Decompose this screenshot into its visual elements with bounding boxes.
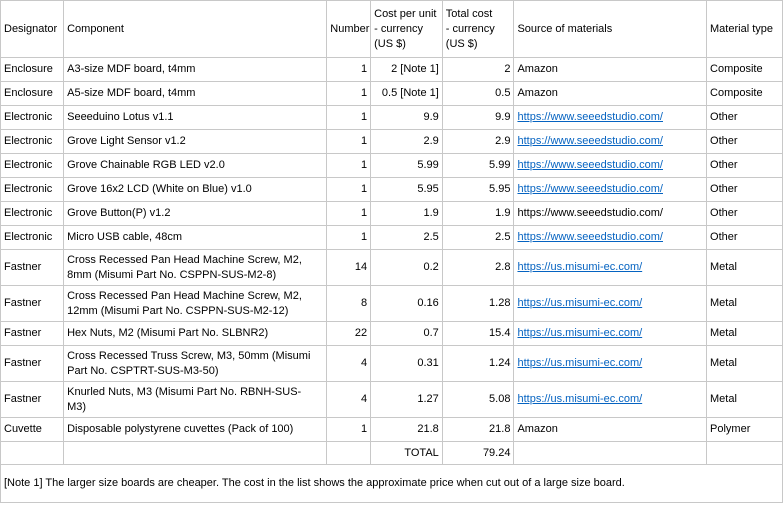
header-total-cost-line: (US $) [445, 37, 478, 50]
table-row [1, 178, 783, 202]
header-total-cost-line: Total cost [445, 7, 493, 20]
designator-cell[interactable]: Fastner [1, 346, 64, 382]
material-cell[interactable]: Metal [707, 286, 783, 322]
component-line: Cross Recessed Pan Head Machine Screw, M2, [67, 289, 302, 302]
designator-cell[interactable]: Enclosure [1, 58, 64, 82]
table-body [1, 58, 783, 442]
unit-cost-cell[interactable]: 2.5 [371, 226, 443, 250]
unit-cost-cell[interactable]: 21.8 [371, 418, 443, 442]
table-row [1, 322, 783, 346]
material-cell[interactable]: Metal [707, 250, 783, 286]
material-cell[interactable]: Other [707, 202, 783, 226]
unit-cost-cell[interactable]: 5.99 [371, 154, 443, 178]
source-cell[interactable] [514, 250, 707, 286]
material-cell[interactable]: Polymer [707, 418, 783, 442]
number-cell[interactable]: 8 [327, 286, 371, 322]
material-cell[interactable]: Composite [707, 58, 783, 82]
material-cell[interactable]: Other [707, 178, 783, 202]
table-row [1, 106, 783, 130]
source-cell[interactable] [514, 382, 707, 418]
table-row [1, 154, 783, 178]
designator-cell[interactable]: Electronic [1, 154, 64, 178]
component-cell[interactable]: Grove 16x2 LCD (White on Blue) v1.0 [64, 178, 327, 202]
number-cell[interactable]: 1 [327, 106, 371, 130]
component-cell[interactable] [64, 286, 327, 322]
material-cell[interactable]: Other [707, 226, 783, 250]
empty-cell[interactable] [514, 442, 707, 465]
unit-cost-cell[interactable]: 5.95 [371, 178, 443, 202]
component-line: 12mm (Misumi Part No. CSPPN-SUS-M2-12) [67, 304, 289, 317]
number-cell[interactable]: 1 [327, 82, 371, 106]
designator-cell[interactable]: Fastner [1, 322, 64, 346]
component-cell[interactable] [64, 250, 327, 286]
total-cost-cell[interactable]: 5.99 [442, 154, 514, 178]
header-designator[interactable]: Designator [1, 1, 64, 58]
unit-cost-cell[interactable]: 0.2 [371, 250, 443, 286]
source-link[interactable]: https://www.seeedstudio.com/ [517, 111, 663, 123]
total-cost-cell[interactable]: 2.9 [442, 130, 514, 154]
table-row [1, 286, 783, 322]
number-cell[interactable]: 14 [327, 250, 371, 286]
empty-cell[interactable] [64, 442, 327, 465]
unit-cost-cell[interactable]: 9.9 [371, 106, 443, 130]
total-cost-cell[interactable]: 5.95 [442, 178, 514, 202]
total-cost-cell[interactable]: 2.8 [442, 250, 514, 286]
total-label[interactable]: TOTAL [371, 442, 443, 465]
table-row [1, 130, 783, 154]
table-row [1, 58, 783, 82]
source-link[interactable]: https://www.seeedstudio.com/ [517, 159, 663, 171]
unit-cost-cell[interactable]: 0.31 [371, 346, 443, 382]
source-cell[interactable]: https://www.seeedstudio.com/ [514, 202, 707, 226]
unit-cost-cell[interactable]: 0.16 [371, 286, 443, 322]
source-link[interactable]: https://us.misumi-ec.com/ [517, 297, 643, 309]
unit-cost-cell[interactable]: 0.5 [Note 1] [371, 82, 443, 106]
designator-cell[interactable]: Fastner [1, 250, 64, 286]
designator-cell[interactable]: Electronic [1, 202, 64, 226]
unit-cost-cell[interactable]: 2 [Note 1] [371, 58, 443, 82]
source-link[interactable]: https://us.misumi-ec.com/ [517, 261, 643, 273]
material-cell[interactable]: Other [707, 106, 783, 130]
number-cell[interactable]: 1 [327, 202, 371, 226]
number-cell[interactable]: 1 [327, 154, 371, 178]
source-cell[interactable] [514, 130, 707, 154]
total-row [1, 442, 783, 465]
component-cell[interactable]: Disposable polystyrene cuvettes (Pack of 100) [64, 418, 327, 442]
component-cell[interactable] [64, 382, 327, 418]
source-link[interactable]: https://www.seeedstudio.com/ [517, 231, 663, 243]
material-cell[interactable]: Composite [707, 82, 783, 106]
component-cell[interactable] [64, 346, 327, 382]
material-cell[interactable]: Metal [707, 322, 783, 346]
source-link[interactable]: https://www.seeedstudio.com/ [517, 135, 663, 147]
source-cell[interactable] [514, 226, 707, 250]
unit-cost-cell[interactable]: 1.27 [371, 382, 443, 418]
total-cost-cell[interactable]: 1.24 [442, 346, 514, 382]
header-material[interactable]: Material type [707, 1, 783, 58]
table-row [1, 418, 783, 442]
header-number[interactable]: Number [327, 1, 371, 58]
header-unit-cost-line: (US $) [374, 37, 406, 50]
header-unit-cost[interactable] [371, 1, 443, 58]
header-component[interactable]: Component [64, 1, 327, 58]
number-cell[interactable]: 4 [327, 346, 371, 382]
unit-cost-cell[interactable]: 1.9 [371, 202, 443, 226]
component-cell[interactable]: Grove Chainable RGB LED v2.0 [64, 154, 327, 178]
number-cell[interactable]: 22 [327, 322, 371, 346]
component-line: Part No. CSPTRT-SUS-M3-50) [67, 364, 219, 377]
total-cost-cell[interactable]: 1.28 [442, 286, 514, 322]
designator-cell[interactable]: Cuvette [1, 418, 64, 442]
component-line: Knurled Nuts, M3 (Misumi Part No. RBNH-SUS- [67, 385, 302, 398]
source-cell[interactable]: Amazon [514, 418, 707, 442]
number-cell[interactable]: 1 [327, 130, 371, 154]
source-link[interactable]: https://us.misumi-ec.com/ [517, 357, 643, 369]
component-cell[interactable]: Grove Button(P) v1.2 [64, 202, 327, 226]
source-cell[interactable]: Amazon [514, 82, 707, 106]
unit-cost-cell[interactable]: 0.7 [371, 322, 443, 346]
table-row [1, 226, 783, 250]
total-cost-cell[interactable]: 5.08 [442, 382, 514, 418]
designator-cell[interactable]: Electronic [1, 226, 64, 250]
total-value[interactable]: 79.24 [442, 442, 514, 465]
component-cell[interactable]: Grove Light Sensor v1.2 [64, 130, 327, 154]
source-link[interactable]: https://www.seeedstudio.com/ [517, 183, 663, 195]
table-row [1, 382, 783, 418]
table-row [1, 250, 783, 286]
total-cost-cell[interactable]: 2 [442, 58, 514, 82]
component-cell[interactable]: Micro USB cable, 48cm [64, 226, 327, 250]
number-cell[interactable]: 1 [327, 418, 371, 442]
component-cell[interactable]: Hex Nuts, M2 (Misumi Part No. SLBNR2) [64, 322, 327, 346]
source-cell[interactable] [514, 178, 707, 202]
source-cell[interactable] [514, 154, 707, 178]
total-cost-cell[interactable]: 2.5 [442, 226, 514, 250]
material-cell[interactable]: Metal [707, 346, 783, 382]
total-cost-cell[interactable]: 0.5 [442, 82, 514, 106]
header-unit-cost-line: Cost per unit [374, 7, 437, 20]
designator-cell[interactable]: Fastner [1, 286, 64, 322]
unit-cost-cell[interactable]: 2.9 [371, 130, 443, 154]
header-unit-cost-line: - currency [374, 22, 424, 35]
number-cell[interactable]: 1 [327, 226, 371, 250]
designator-cell[interactable]: Electronic [1, 130, 64, 154]
source-link[interactable]: https://us.misumi-ec.com/ [517, 393, 643, 405]
source-cell[interactable] [514, 346, 707, 382]
designator-cell[interactable]: Electronic [1, 106, 64, 130]
total-cost-cell[interactable]: 9.9 [442, 106, 514, 130]
number-cell[interactable]: 1 [327, 58, 371, 82]
total-cost-cell[interactable]: 21.8 [442, 418, 514, 442]
header-total-cost-line: - currency [445, 22, 495, 35]
header-source[interactable]: Source of materials [514, 1, 707, 58]
empty-cell[interactable] [1, 442, 64, 465]
total-cost-cell[interactable]: 1.9 [442, 202, 514, 226]
header-row [1, 1, 783, 58]
source-cell[interactable] [514, 106, 707, 130]
number-cell[interactable]: 4 [327, 382, 371, 418]
material-cell[interactable]: Metal [707, 382, 783, 418]
source-cell[interactable]: Amazon [514, 58, 707, 82]
material-cell[interactable]: Other [707, 130, 783, 154]
header-total-cost[interactable] [442, 1, 514, 58]
table-row [1, 202, 783, 226]
component-cell[interactable]: A3-size MDF board, t4mm [64, 58, 327, 82]
designator-cell[interactable]: Enclosure [1, 82, 64, 106]
note-row [1, 465, 783, 503]
total-cost-cell[interactable]: 15.4 [442, 322, 514, 346]
component-line: Cross Recessed Truss Screw, M3, 50mm (Misumi [67, 349, 311, 362]
table-row [1, 82, 783, 106]
component-line: Cross Recessed Pan Head Machine Screw, M2, [67, 253, 302, 266]
note-text[interactable]: [Note 1] The larger size boards are cheaper. The cost in the list shows the approximate price when cut out of a large size board. [1, 465, 783, 503]
component-cell[interactable]: Seeeduino Lotus v1.1 [64, 106, 327, 130]
material-cell[interactable]: Other [707, 154, 783, 178]
component-line: M3) [67, 400, 87, 413]
component-line: 8mm (Misumi Part No. CSPPN-SUS-M2-8) [67, 268, 277, 281]
designator-cell[interactable]: Fastner [1, 382, 64, 418]
designator-cell[interactable]: Electronic [1, 178, 64, 202]
number-cell[interactable]: 1 [327, 178, 371, 202]
source-link[interactable]: https://us.misumi-ec.com/ [517, 327, 643, 339]
table-row [1, 346, 783, 382]
source-cell[interactable] [514, 286, 707, 322]
component-cell[interactable]: A5-size MDF board, t4mm [64, 82, 327, 106]
empty-cell[interactable] [327, 442, 371, 465]
source-cell[interactable] [514, 322, 707, 346]
empty-cell[interactable] [707, 442, 783, 465]
